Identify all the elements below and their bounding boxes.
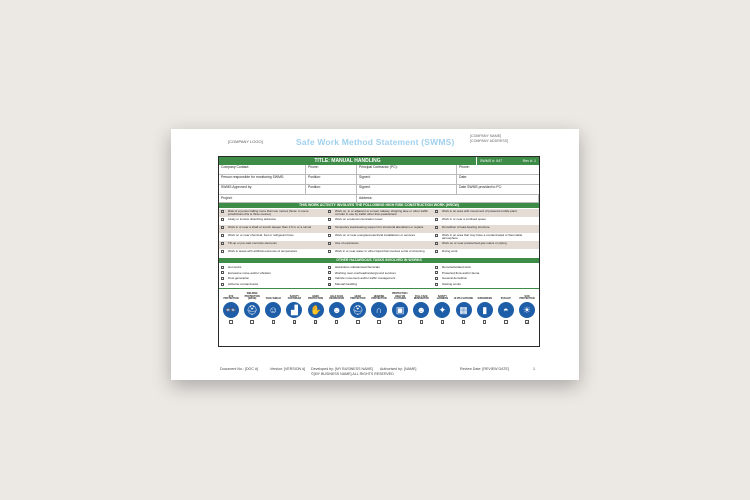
other-task-label: Excessive noise and/or vibration — [228, 270, 272, 275]
ear-muffs-icon: ∩ — [371, 302, 387, 318]
hrcw-item-label: Work on a telecommunication tower — [335, 217, 383, 221]
ppe-label: SUN HAT — [500, 298, 511, 301]
checkbox[interactable] — [221, 271, 224, 274]
hrcw-item-label: Work in an area that may have a contaminated or flammable atmosphere — [442, 233, 523, 240]
hrcw-item[interactable] — [326, 241, 433, 249]
ppe-label: HEAD PROTECTION — [350, 295, 366, 301]
ppe-label: PROTECTIVE / HIGH VIS CLOTHING — [392, 293, 409, 301]
details-grid — [219, 165, 539, 195]
ppe-checkbox[interactable] — [335, 320, 339, 324]
project-row — [219, 195, 539, 203]
hrcw-heading: THIS WORK ACTIVITY INVOLVES THE FOLLOWING HIGH RISK CONSTRUCTION WORK (HRCW) — [219, 203, 539, 208]
ppe-label: HALF FACE RESPIRATOR — [329, 295, 345, 301]
ppe-item — [454, 290, 474, 324]
field-project[interactable]: Project: — [219, 195, 357, 203]
ppe-label: HAND PROTECTION — [308, 295, 324, 301]
ppe-label: FULL FACE RESPIRATOR — [413, 295, 429, 301]
checkbox[interactable] — [435, 242, 438, 245]
other-task-label: Dust generation — [228, 276, 250, 281]
checkbox[interactable] — [435, 277, 438, 280]
field-approver-signed[interactable]: Signed: — [357, 185, 457, 195]
field-address[interactable]: Address: — [357, 195, 539, 203]
other-task-item[interactable] — [219, 281, 326, 287]
checkbox[interactable] — [221, 242, 224, 245]
checkbox[interactable] — [435, 271, 438, 274]
ppe-item — [517, 290, 537, 324]
review-date: Review Date: [REVIEW DATE] — [460, 367, 509, 371]
hrcw-item[interactable] — [219, 217, 326, 225]
hrcw-item-label: Work on or near chemical, fuel or refrigerant lines — [228, 233, 294, 237]
other-task-label: Glazing works — [442, 282, 461, 287]
hrcw-item-label: Work in areas with artificial extremes of temperature — [228, 249, 298, 253]
checkbox[interactable] — [435, 218, 438, 221]
ppe-label: SAFETY FOOTWEAR — [287, 295, 302, 301]
hrcw-item-label: Work on or near pressurised gas mains or piping — [442, 241, 507, 245]
ppe-label: FACE SHIELD — [265, 298, 281, 301]
checkbox[interactable] — [221, 234, 224, 237]
ppe-row — [219, 289, 539, 324]
checkbox[interactable] — [328, 266, 331, 269]
checkbox[interactable] — [221, 283, 224, 286]
hrcw-item-label: Use of explosives — [335, 241, 359, 245]
hrcw-item[interactable] — [326, 225, 433, 233]
checkbox[interactable] — [328, 234, 331, 237]
document-title: Safe Work Method Statement (SWMS) — [296, 137, 455, 147]
company-info — [470, 134, 508, 144]
ppe-checkbox[interactable] — [250, 320, 254, 324]
hrcw-item-label: Work on or near energised electrical installations or services — [335, 233, 415, 237]
checkbox[interactable] — [435, 283, 438, 286]
ppe-label: EYE PROTECTION — [223, 295, 239, 301]
ppe-checkbox[interactable] — [420, 320, 424, 324]
ppe-checkbox[interactable] — [462, 320, 466, 324]
hrcw-item[interactable] — [326, 249, 433, 257]
swms-number-box — [476, 157, 539, 165]
hrcw-item[interactable] — [433, 209, 539, 217]
face-shield-icon: ☺ — [265, 302, 281, 318]
version: Version: [VERSION #] — [270, 367, 306, 371]
field-person-responsible[interactable]: Person responsible for monitoring SWMS: — [219, 175, 306, 185]
ppe-item — [411, 290, 431, 324]
other-task-item[interactable] — [326, 281, 433, 287]
checkbox[interactable] — [328, 250, 331, 253]
ppe-checkbox[interactable] — [356, 320, 360, 324]
checkbox[interactable] — [435, 266, 438, 269]
checkbox[interactable] — [328, 271, 331, 274]
ppe-checkbox[interactable] — [314, 320, 318, 324]
hrcw-item-label: Likely to involve disturbing asbestos — [228, 217, 276, 221]
ppe-item — [221, 290, 241, 324]
hrcw-item[interactable] — [219, 225, 326, 233]
ppe-label: SUN PROTECTION — [519, 295, 535, 301]
ppe-label: HEARING PROTECTION — [371, 295, 387, 301]
hrcw-item[interactable] — [219, 209, 326, 217]
ppe-checkbox[interactable] — [504, 320, 508, 324]
ppe-item — [284, 290, 304, 324]
ppe-item — [327, 290, 347, 324]
hard-hat-icon: ⛑ — [350, 302, 366, 318]
other-task-label: Manual handling — [335, 282, 358, 287]
swms-number: SWMS #: 047 — [480, 159, 503, 163]
ppe-label: WELDING PROTECTION (MASK) — [244, 293, 260, 301]
checkbox[interactable] — [435, 234, 438, 237]
full-respirator-icon: ☻ — [413, 302, 429, 318]
checkbox[interactable] — [221, 210, 224, 213]
swms-form — [218, 156, 540, 347]
form-title: TITLE: MANUAL HANDLING — [219, 157, 476, 165]
company-address: [COMPANY ADDRESS] — [470, 139, 509, 143]
ppe-item — [475, 290, 495, 324]
company-logo-placeholder: [COMPANY LOGO] — [228, 139, 263, 144]
document-header — [171, 129, 579, 155]
other-task-item[interactable] — [433, 281, 539, 287]
field-pc-phone[interactable]: Phone: — [457, 165, 539, 175]
sunscreen-icon: ▮ — [477, 302, 493, 318]
checkbox[interactable] — [328, 242, 331, 245]
hrcw-item[interactable] — [326, 209, 433, 217]
hrcw-item[interactable] — [326, 217, 433, 225]
checkbox[interactable] — [328, 283, 331, 286]
hrcw-item[interactable] — [433, 225, 539, 233]
ppe-item — [306, 290, 326, 324]
ppe-item — [390, 290, 410, 324]
hrcw-item[interactable] — [219, 241, 326, 249]
other-task-label: Airborne contaminants — [228, 282, 259, 287]
hrcw-item-label: Work in or near a confined space — [442, 217, 486, 221]
ppe-label: SAFETY HARNESS — [436, 295, 449, 301]
checkbox[interactable] — [328, 218, 331, 221]
checkbox[interactable] — [221, 277, 224, 280]
checkbox[interactable] — [221, 218, 224, 221]
sun-hat-icon: ◓ — [498, 302, 514, 318]
form-title-bar — [219, 157, 539, 165]
copyright: ©[MY BUSINESS NAME] ALL RIGHTS RESERVED — [311, 372, 394, 376]
field-company-contact[interactable]: Company Contact: — [219, 165, 306, 175]
hrcw-item[interactable] — [219, 233, 326, 241]
authorised-by: Authorised by: [NAME] — [380, 367, 417, 371]
ppe-item — [496, 290, 516, 324]
checkbox[interactable] — [435, 226, 438, 229]
revision-number: Rev #: 1 — [522, 159, 536, 163]
field-principal-contractor[interactable]: Principal Contractor (PC): — [357, 165, 457, 175]
hrcw-checklist — [219, 208, 539, 258]
ppe-label: SUNSCREEN — [477, 298, 492, 301]
other-task-label: Vehicle movement and/or traffic management — [335, 276, 396, 281]
other-task-label: General demolition — [442, 276, 468, 281]
other-task-label: Protected flora and/or fauna — [442, 270, 480, 275]
ppe-item — [348, 290, 368, 324]
hrcw-item-label: Tilt-up or pre-cast concrete elements — [228, 241, 277, 245]
hrcw-item[interactable] — [433, 241, 539, 249]
checkbox[interactable] — [328, 277, 331, 280]
other-tasks-checklist — [219, 263, 539, 288]
hrcw-item[interactable] — [433, 217, 539, 225]
ppe-checkbox[interactable] — [272, 320, 276, 324]
developed-by: Developed by: [MY BUSINESS NAME] — [311, 367, 373, 371]
field-signed[interactable]: Signed: — [357, 175, 457, 185]
welding-mask-icon: ⛑ — [244, 302, 260, 318]
hrcw-item[interactable] — [219, 249, 326, 257]
hrcw-item-label: Risk of a person falling more than two metres (Note: in some jurisdictions this is three metres) — [228, 209, 309, 216]
hi-vis-vest-icon: ▣ — [392, 302, 408, 318]
field-date[interactable]: Date: — [457, 175, 539, 185]
other-task-label: Remote/isolated work — [442, 264, 471, 269]
checkbox[interactable] — [221, 226, 224, 229]
ppe-checkbox[interactable] — [441, 320, 445, 324]
hrcw-item[interactable] — [326, 233, 433, 241]
hrcw-item[interactable] — [433, 249, 539, 257]
hrcw-item-label: Work in or near a shaft or trench deeper than 1.5 m or a tunnel — [228, 225, 312, 229]
ppe-checkbox[interactable] — [483, 320, 487, 324]
boot-icon: ▟ — [286, 302, 302, 318]
ppe-label: HI VIS CLOTHING — [453, 298, 474, 301]
hi-vis-clothing-icon: ▦ — [456, 302, 472, 318]
checkbox[interactable] — [328, 226, 331, 229]
field-position[interactable]: Position: — [306, 175, 357, 185]
half-respirator-icon: ☻ — [329, 302, 345, 318]
hrcw-item-label: Diving work — [442, 249, 458, 253]
goggles-icon: 👓 — [223, 302, 239, 318]
ppe-item — [263, 290, 283, 324]
company-name: [COMPANY NAME] — [470, 134, 502, 138]
ppe-item — [242, 290, 262, 324]
ppe-checkbox[interactable] — [293, 320, 297, 324]
checkbox[interactable] — [435, 210, 438, 213]
ppe-item — [432, 290, 452, 324]
hrcw-item-label: Work in an area with movement of powered mobile plant — [442, 209, 517, 213]
other-task-label: Hot works — [228, 264, 242, 269]
ppe-item — [369, 290, 389, 324]
field-approver-position[interactable]: Position: — [306, 185, 357, 195]
harness-icon: ✦ — [434, 302, 450, 318]
sun-protection-icon: ☀ — [519, 302, 535, 318]
swms-document — [171, 129, 579, 380]
field-date-provided[interactable]: Date SWMS provided to PC: — [457, 185, 539, 195]
field-approved-by[interactable]: SWMS Approved by: — [219, 185, 306, 195]
checkbox[interactable] — [221, 250, 224, 253]
other-task-label: Hazardous substances/chemicals — [335, 264, 380, 269]
hrcw-item-label: Work in or near water or other liquid that involves a risk of drowning — [335, 249, 425, 253]
glove-icon: ✋ — [308, 302, 324, 318]
ppe-checkbox[interactable] — [229, 320, 233, 324]
document-number: Document No.: [DOC #] — [220, 367, 258, 371]
page-number: 1 — [533, 367, 535, 371]
other-tasks-heading: OTHER HAZARDOUS TASKS INVOLVED IN WORKS — [219, 258, 539, 263]
checkbox[interactable] — [435, 250, 438, 253]
checkbox[interactable] — [221, 266, 224, 269]
ppe-checkbox[interactable] — [525, 320, 529, 324]
field-phone[interactable]: Phone: — [306, 165, 357, 175]
hrcw-item[interactable] — [433, 233, 539, 241]
hrcw-item-label: Temporary load-bearing support for structural alterations or repairs — [335, 225, 424, 229]
checkbox[interactable] — [328, 210, 331, 213]
other-task-label: Working near overhead/underground services — [335, 270, 396, 275]
hrcw-item-label: Demolition of load-bearing structure — [442, 225, 490, 229]
ppe-checkbox[interactable] — [377, 320, 381, 324]
ppe-checkbox[interactable] — [398, 320, 402, 324]
hrcw-item-label: Work on, in or adjacent to a road, railway, shipping lane or other traffic corridor in use by traffic other than pedestrians — [335, 209, 428, 216]
